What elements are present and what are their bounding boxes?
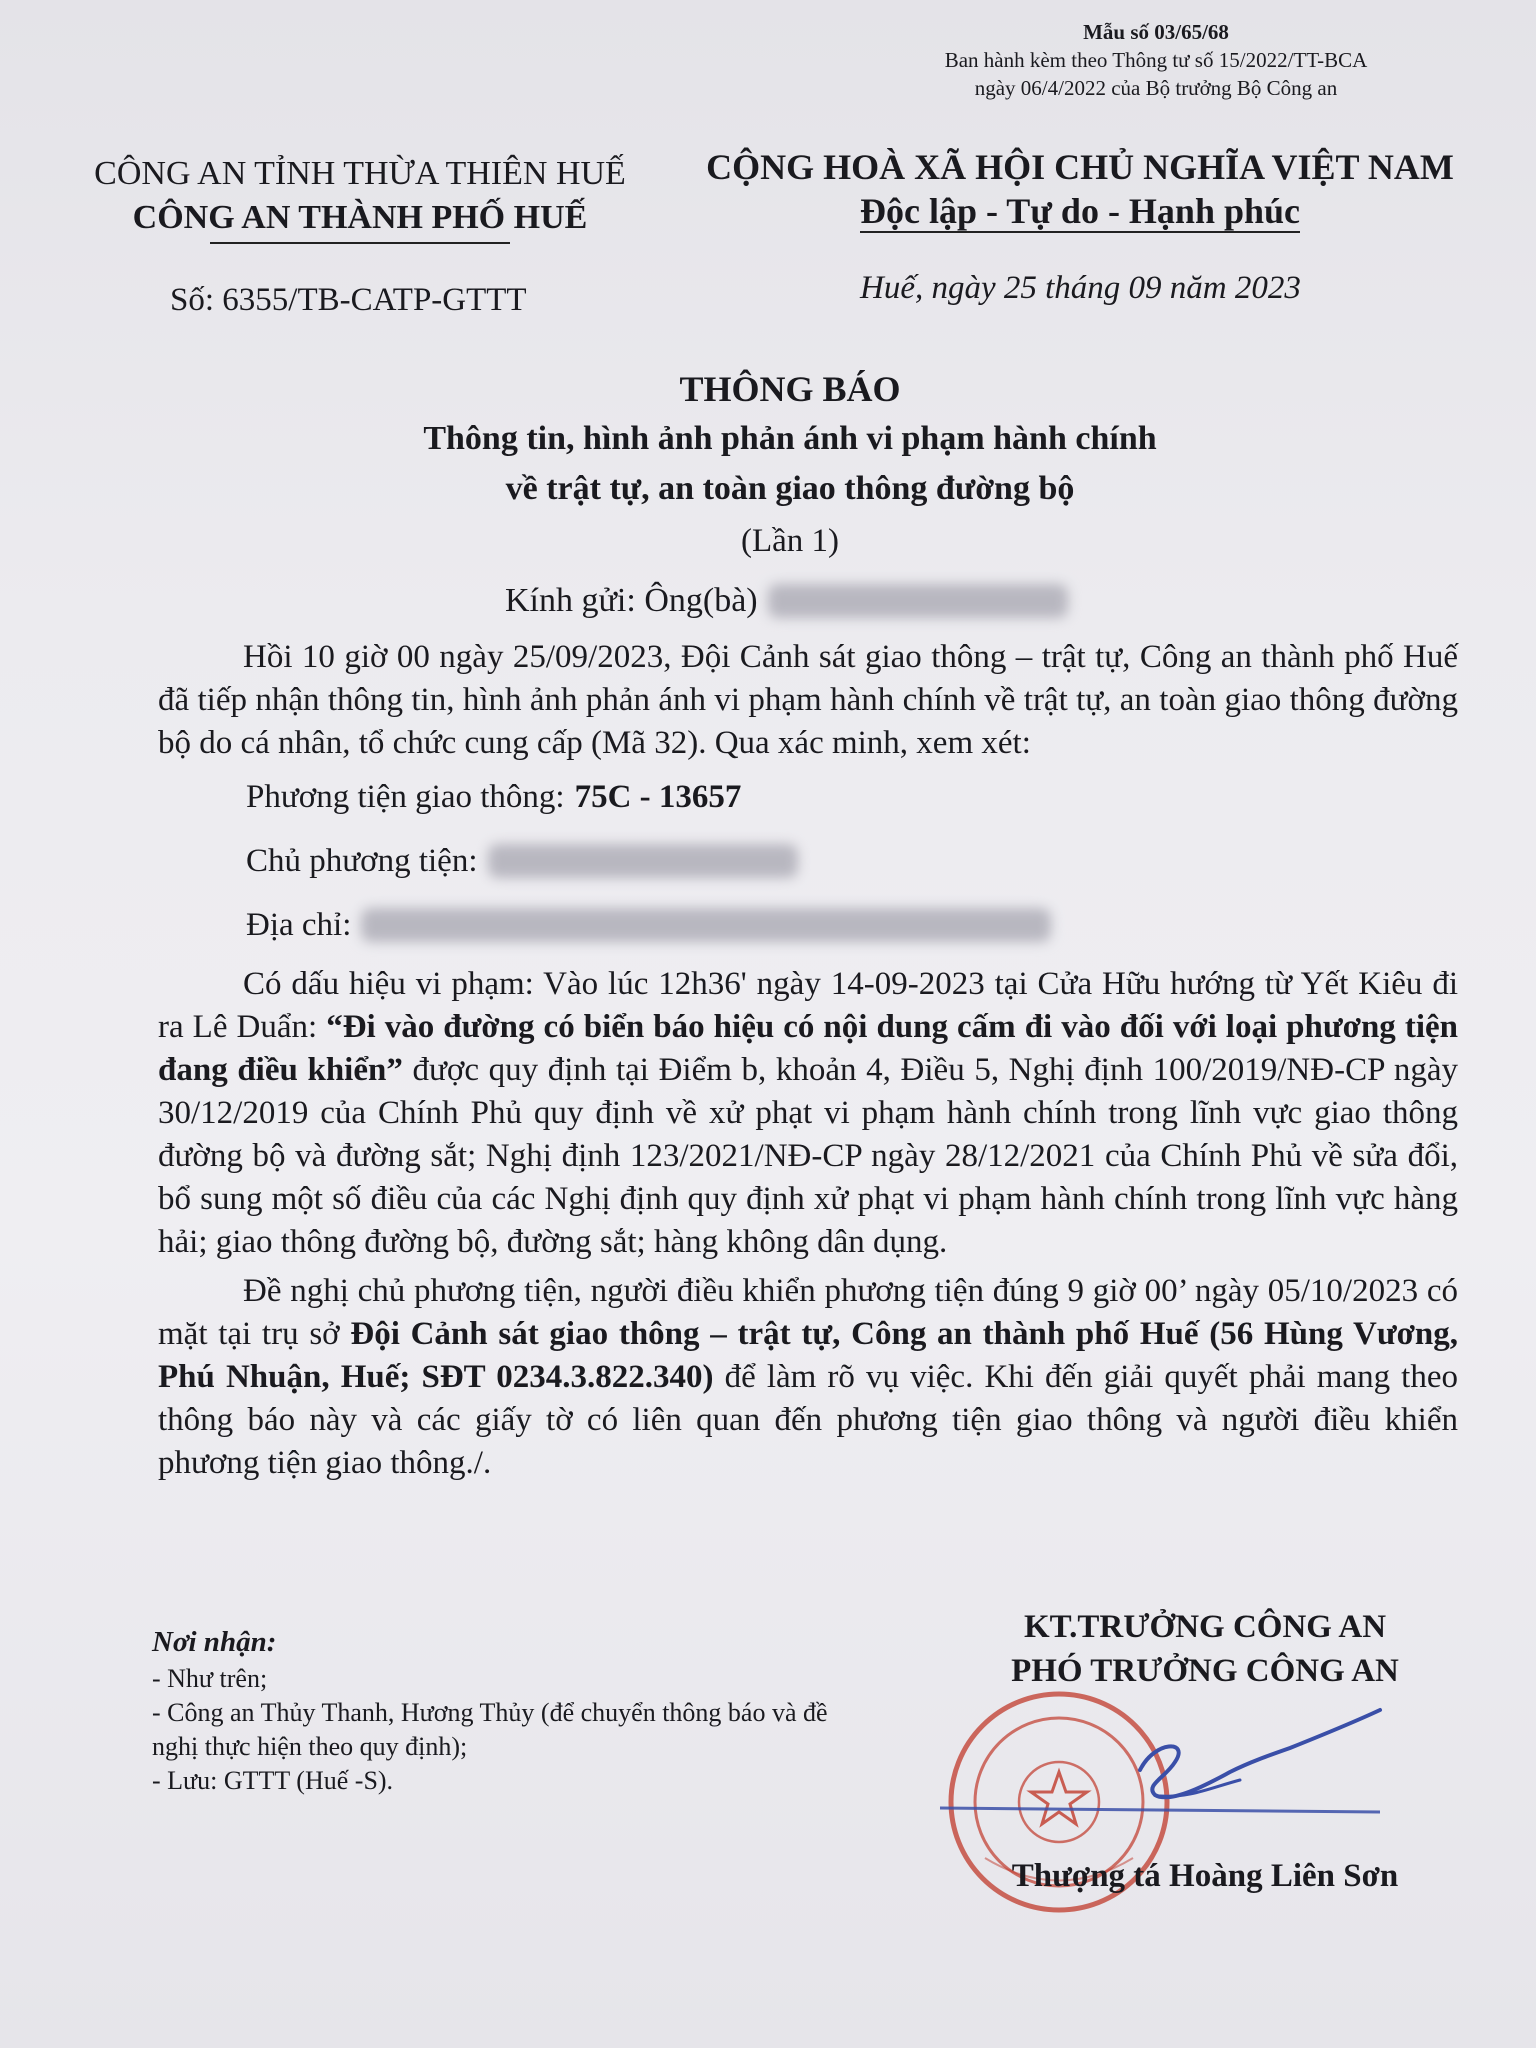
recipient-item: - Công an Thủy Thanh, Hương Thủy (để chuyển thông báo và đề nghị thực hiện theo quy định);: [152, 1698, 828, 1761]
request-paragraph: [158, 1270, 1458, 1485]
vehicle-label: Phương tiện giao thông:: [246, 778, 565, 815]
recipient-label: Kính gửi: Ông(bà): [505, 582, 758, 619]
agency-underline: [210, 242, 510, 244]
violation-description: “Đi vào đường có biển báo hiệu có nội dung cấm đi vào đối với loại phương tiện đang điều khiển”: [158, 1009, 1458, 1088]
form-note: [896, 18, 1416, 102]
owner-field: [158, 829, 1458, 893]
request-office: Đội Cảnh sát giao thông – trật tự, Công an thành phố Huế (56 Hùng Vương, Phú Nhuận, Huế; SĐT 0234.3.822.340): [158, 1316, 1459, 1395]
address-field: [158, 893, 1458, 957]
title-main: THÔNG BÁO: [679, 369, 901, 409]
redacted-address: [361, 908, 1051, 942]
national-title: CỘNG HOÀ XÃ HỘI CHỦ NGHĨA VIỆT NAM: [706, 147, 1454, 187]
signature-block: [935, 1605, 1475, 1693]
redacted-recipient: [768, 584, 1068, 618]
vehicle-plate: 75C - 13657: [574, 778, 742, 815]
document-title: [200, 364, 1380, 568]
form-note-line1: Ban hành kèm theo Thông tư số 15/2022/TT-BCA: [944, 48, 1368, 72]
request-lead: Đề nghị chủ phương tiện, người điều khiển phương tiện đúng 9 giờ 00’ ngày 05/10/2023 có mặt tại trụ sở: [158, 1273, 1458, 1352]
owner-label: Chủ phương tiện:: [246, 842, 478, 879]
recipient-line: [505, 582, 1068, 620]
signer-name: Thượng tá Hoàng Liên Sơn: [1011, 1858, 1399, 1894]
document-date: Huế, ngày 25 tháng 09 năm 2023: [860, 270, 1301, 306]
title-subtitle-2: về trật tự, an toàn giao thông đường bộ: [505, 470, 1075, 507]
recipient-item: - Như trên;: [152, 1664, 268, 1693]
form-note-line2: ngày 06/4/2022 của Bộ trưởng Bộ Công an: [974, 76, 1338, 100]
address-label: Địa chỉ:: [246, 906, 352, 943]
document-number: Số: 6355/TB-CATP-GTTT: [170, 282, 527, 318]
recipient-item: - Lưu: GTTT (Huế -S).: [152, 1766, 394, 1795]
vehicle-field: [158, 765, 1458, 829]
recipients-list: [152, 1622, 852, 1798]
signature-title: PHÓ TRƯỞNG CÔNG AN: [1011, 1653, 1399, 1689]
national-header: [700, 145, 1460, 233]
title-subtitle-1: Thông tin, hình ảnh phản ánh vi phạm hành chính: [423, 420, 1157, 457]
document-body: [158, 636, 1458, 1485]
agency-parent: CÔNG AN TỈNH THỪA THIÊN HUẾ: [94, 155, 626, 192]
violation-lead: Có dấu hiệu vi phạm: Vào lúc 12h36' ngày 14-09-2023 tại Cửa Hữu hướng từ Yết Kiêu đi ra Lê Duẩn:: [158, 966, 1458, 1045]
redacted-owner: [488, 844, 798, 878]
request-rest: để làm rõ vụ việc. Khi đến giải quyết phải mang theo thông báo này và các giấy tờ có liên quan đến phương tiện giao thông và người điều khiển phương tiện giao thông./.: [158, 1359, 1458, 1481]
title-round: (Lần 1): [740, 523, 840, 559]
violation-legal-basis: được quy định tại Điểm b, khoản 4, Điều 5, Nghị định 100/2019/NĐ-CP ngày 30/12/2019 của Chính Phủ quy định về xử phạt vi phạm hành chính trong lĩnh vực giao thông đường bộ và đường sắt; Nghị định 123/2021/NĐ-CP ngày 28/12/2021 của Chính Phủ về sửa đổi, bổ sung một số điều của các Nghị định quy định xử phạt vi phạm hành chính trong lĩnh vực hàng hải; giao thông đường bộ, đường sắt; hàng không dân dụng.: [158, 1052, 1458, 1260]
recipients-heading: Nơi nhận:: [152, 1626, 277, 1658]
intro-paragraph: Hồi 10 giờ 00 ngày 25/09/2023, Đội Cảnh sát giao thông – trật tự, Công an thành phố Huế đã tiếp nhận thông tin, hình ảnh phản ánh vi phạm hành chính về trật tự, an toàn giao thông đường bộ do cá nhân, tổ chức cung cấp (Mã 32). Qua xác minh, xem xét:: [158, 639, 1458, 761]
national-motto: Độc lập - Tự do - Hạnh phúc: [859, 191, 1301, 231]
signature-authority: KT.TRƯỞNG CÔNG AN: [1023, 1609, 1387, 1645]
handwritten-signature: [940, 1700, 1400, 1830]
form-code: Mẫu số 03/65/68: [1083, 20, 1229, 44]
violation-paragraph: [158, 963, 1458, 1264]
issuing-agency: [60, 152, 660, 244]
agency-name: CÔNG AN THÀNH PHỐ HUẾ: [132, 199, 588, 236]
